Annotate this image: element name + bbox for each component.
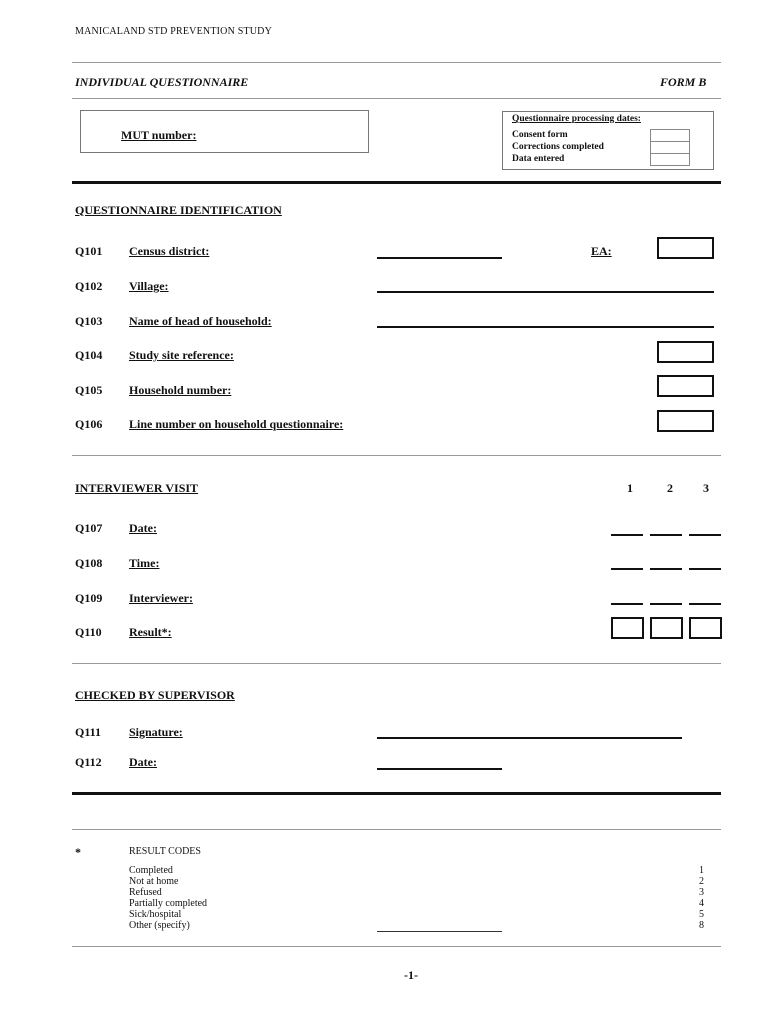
q111-number: Q111 — [75, 725, 102, 739]
section-divider — [72, 181, 721, 184]
other-specify-field[interactable] — [377, 931, 502, 932]
q110-label: Result*: — [129, 625, 172, 639]
divider — [72, 62, 721, 63]
mut-number-box[interactable] — [80, 110, 369, 153]
divider — [72, 829, 721, 830]
result-code-value: 3 — [699, 887, 704, 898]
interviewer-visit-2-field[interactable] — [650, 603, 682, 605]
village-field[interactable] — [377, 291, 714, 293]
mut-number-label: MUT number: — [121, 128, 197, 142]
household-number-field[interactable] — [657, 375, 714, 397]
data-entered-date-field[interactable] — [650, 153, 690, 166]
result-code-value: 2 — [699, 876, 704, 887]
date-visit-2-field[interactable] — [650, 534, 682, 536]
divider — [72, 946, 721, 947]
q111-label: Signature: — [129, 725, 183, 739]
date-visit-3-field[interactable] — [689, 534, 721, 536]
result-code-label: Partially completed — [129, 898, 208, 909]
q104-label: Study site reference: — [129, 348, 234, 362]
ea-field[interactable] — [657, 237, 714, 259]
head-of-household-field[interactable] — [377, 326, 714, 328]
time-visit-3-field[interactable] — [689, 568, 721, 570]
result-code-value: 1 — [699, 865, 704, 876]
result-code-label: Completed — [129, 865, 173, 876]
interviewer-visit-3-field[interactable] — [689, 603, 721, 605]
visit-col-2: 2 — [667, 481, 673, 495]
q112-label: Date: — [129, 755, 157, 769]
consent-form-label: Consent form — [512, 130, 568, 140]
q101-label: Census district: — [129, 244, 210, 258]
q107-label: Date: — [129, 521, 157, 535]
date-visit-1-field[interactable] — [611, 534, 643, 536]
result-code-label: Other (specify) — [129, 920, 190, 931]
q106-label: Line number on household questionnaire: — [129, 417, 344, 431]
q103-number: Q103 — [75, 314, 103, 328]
q106-number: Q106 — [75, 417, 103, 431]
q108-number: Q108 — [75, 556, 103, 570]
interviewer-visit-1-field[interactable] — [611, 603, 643, 605]
ea-label: EA: — [591, 244, 612, 258]
result-code-value: 4 — [699, 898, 704, 909]
q104-number: Q104 — [75, 348, 103, 362]
processing-dates-title: Questionnaire processing dates: — [512, 114, 641, 124]
q109-number: Q109 — [75, 591, 103, 605]
result-visit-2-field[interactable] — [650, 617, 683, 639]
q103-label: Name of head of household: — [129, 314, 272, 328]
result-code-label: Not at home — [129, 876, 179, 887]
result-codes-title: RESULT CODES — [129, 846, 201, 857]
data-entered-label: Data entered — [512, 154, 565, 164]
time-visit-1-field[interactable] — [611, 568, 643, 570]
corrections-completed-label: Corrections completed — [512, 142, 604, 152]
q101-number: Q101 — [75, 244, 103, 258]
result-codes-marker: * — [75, 845, 81, 859]
divider — [72, 663, 721, 664]
result-code-label: Refused — [129, 887, 162, 898]
form-label: FORM B — [660, 75, 707, 89]
study-site-reference-field[interactable] — [657, 341, 714, 363]
q105-label: Household number: — [129, 383, 232, 397]
divider — [72, 455, 721, 456]
visit-section-title: INTERVIEWER VISIT — [75, 481, 199, 495]
identification-section-title: QUESTIONNAIRE IDENTIFICATION — [75, 203, 282, 217]
signature-field[interactable] — [377, 737, 682, 739]
q107-number: Q107 — [75, 521, 103, 535]
q109-label: Interviewer: — [129, 591, 193, 605]
divider — [72, 98, 721, 99]
questionnaire-title: INDIVIDUAL QUESTIONNAIRE — [75, 75, 249, 89]
result-visit-3-field[interactable] — [689, 617, 722, 639]
section-divider — [72, 792, 721, 795]
page-number: -1- — [404, 968, 418, 982]
time-visit-2-field[interactable] — [650, 568, 682, 570]
q102-number: Q102 — [75, 279, 103, 293]
supervisor-date-field[interactable] — [377, 768, 502, 770]
q108-label: Time: — [129, 556, 160, 570]
visit-col-1: 1 — [627, 481, 633, 495]
q105-number: Q105 — [75, 383, 103, 397]
q110-number: Q110 — [75, 625, 102, 639]
processing-dates-box — [502, 111, 714, 170]
census-district-field[interactable] — [377, 257, 502, 259]
study-title: MANICALAND STD PREVENTION STUDY — [75, 26, 273, 37]
visit-col-3: 3 — [703, 481, 709, 495]
supervisor-section-title: CHECKED BY SUPERVISOR — [75, 688, 235, 702]
result-code-label: Sick/hospital — [129, 909, 182, 920]
q112-number: Q112 — [75, 755, 102, 769]
line-number-field[interactable] — [657, 410, 714, 432]
result-code-value: 8 — [699, 920, 704, 931]
result-visit-1-field[interactable] — [611, 617, 644, 639]
q102-label: Village: — [129, 279, 169, 293]
result-code-value: 5 — [699, 909, 704, 920]
